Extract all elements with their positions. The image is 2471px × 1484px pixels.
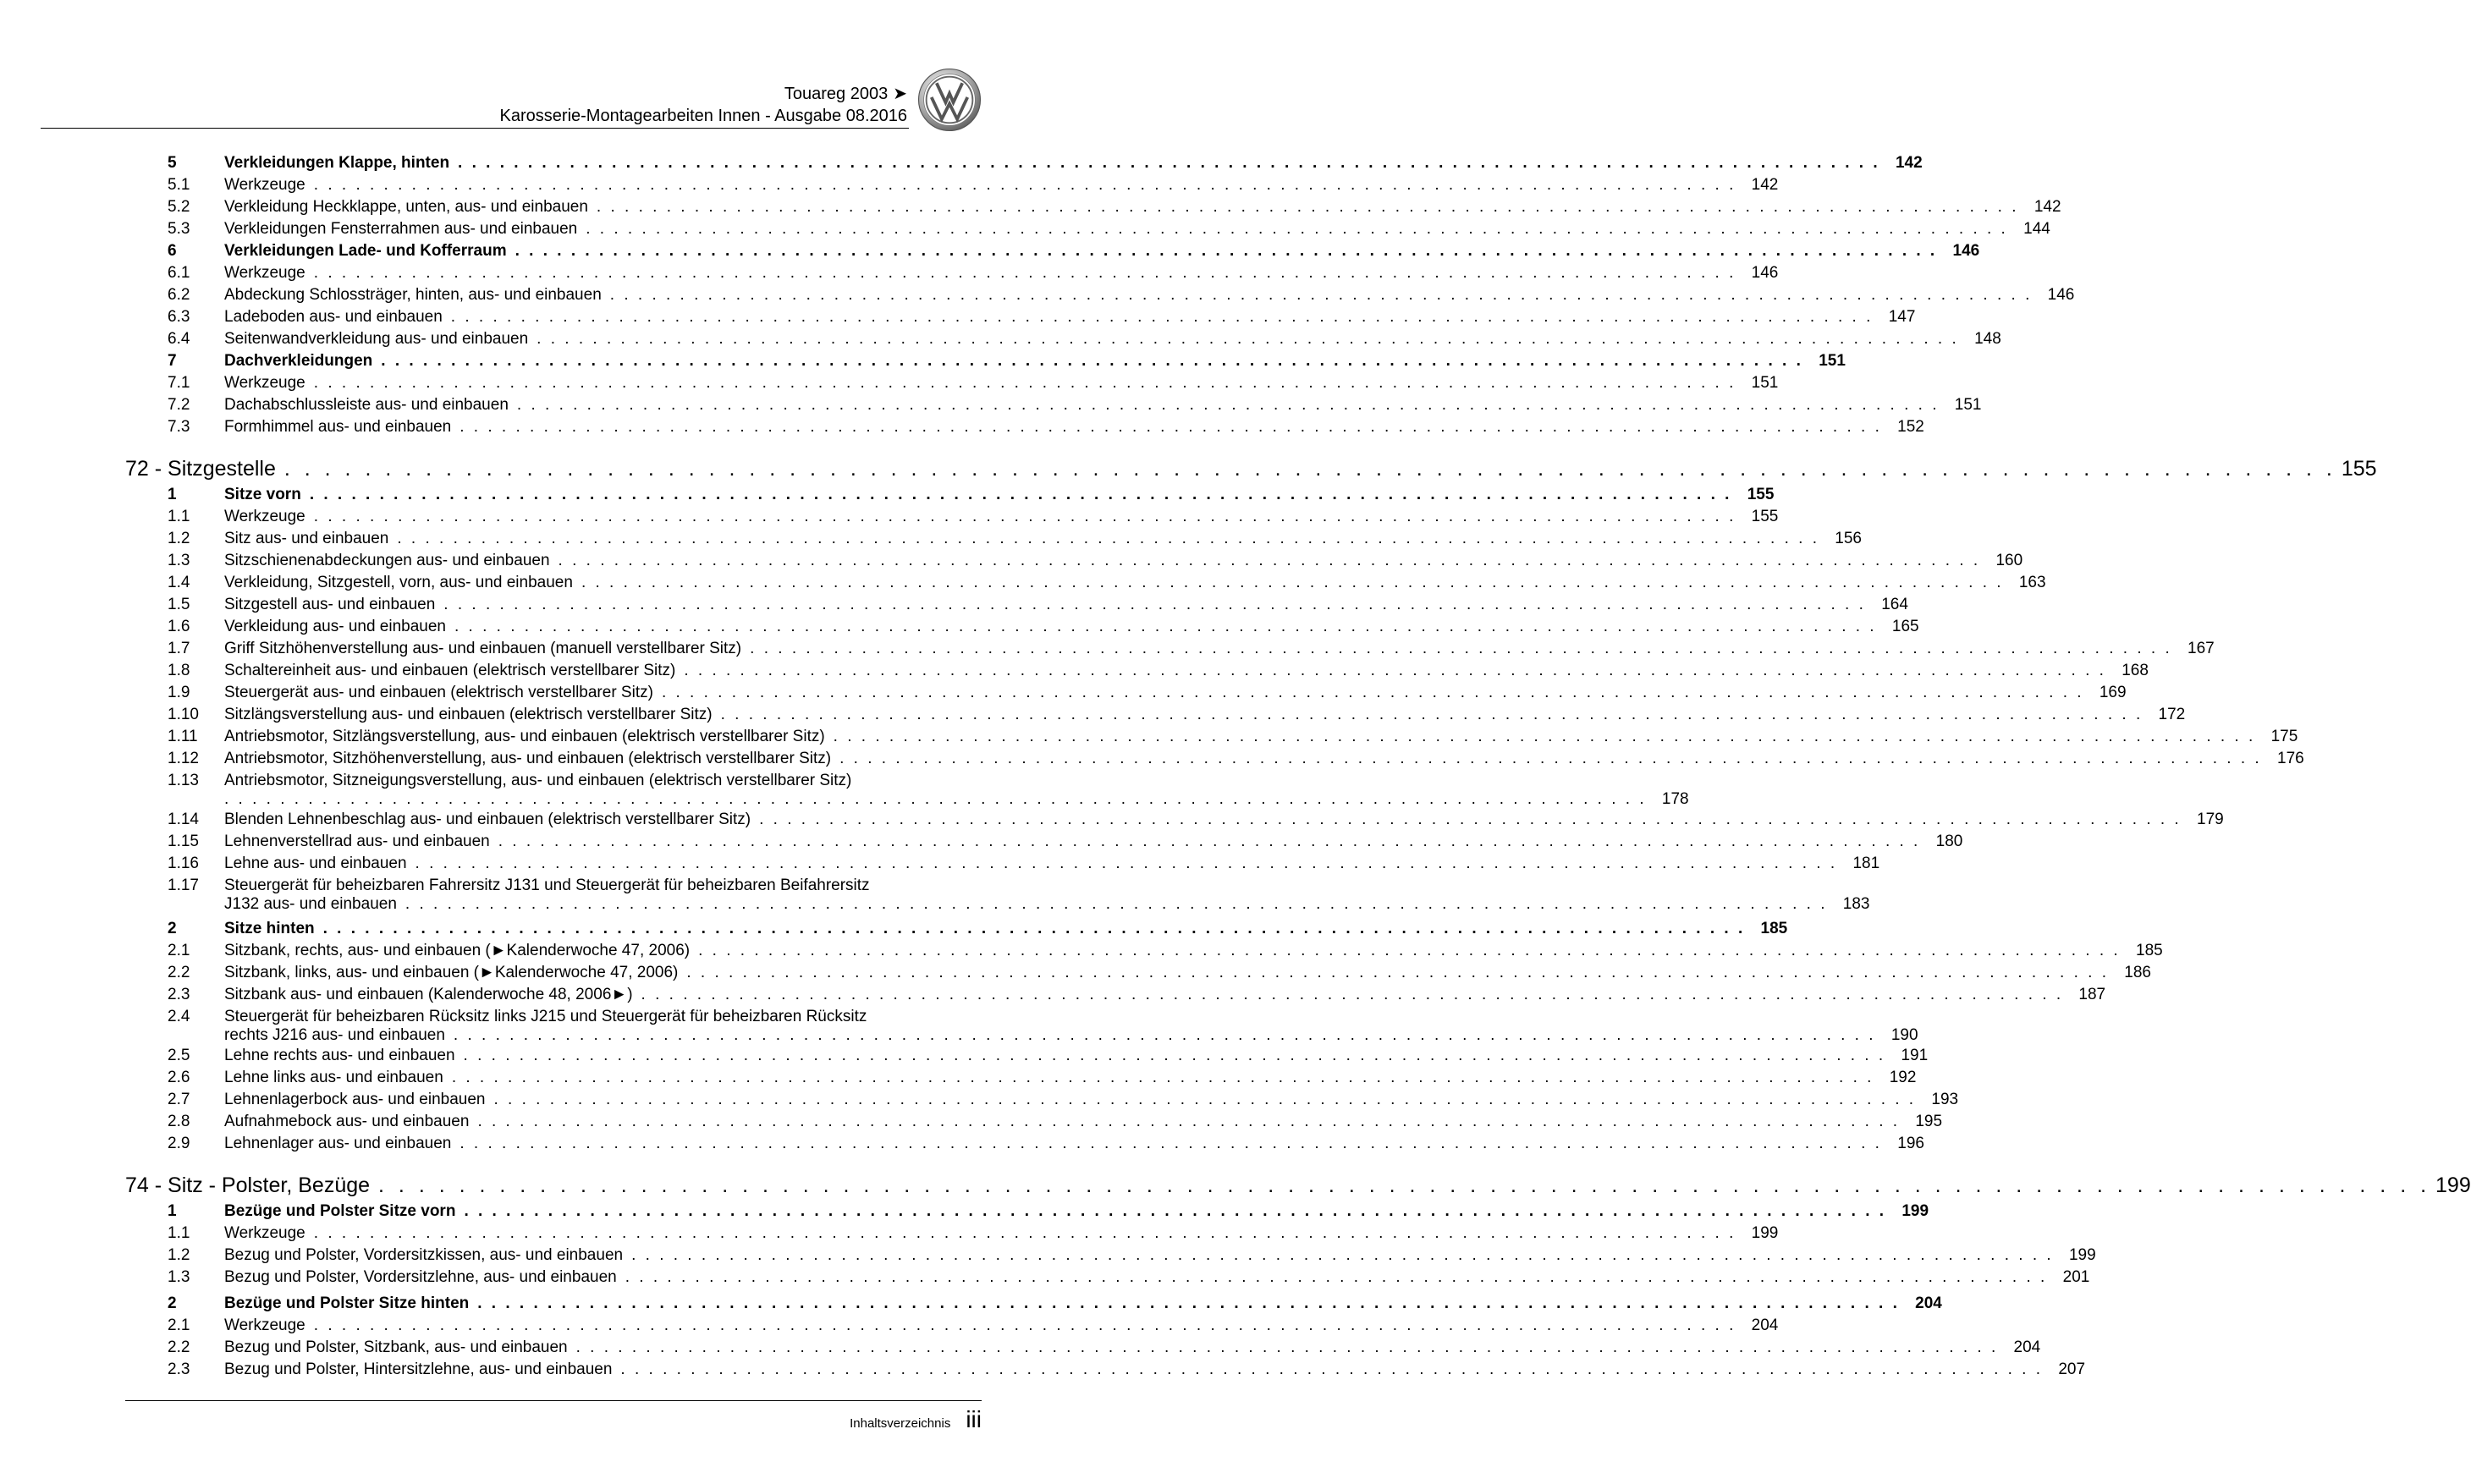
toc-group-sitzgestelle bbox=[125, 484, 2304, 1155]
leader-dots: . . . . . . . . . . . . . . . . . . . . . . . . . . . . . . . . . . . . . . . . . . . . . . . . . . . . . . . . . . . . . . . . . . . . . . . . . . . . . . . . . . . . . . . . . . . . . . . . . . . . . . bbox=[596, 198, 2019, 216]
toc-entry[interactable] bbox=[125, 416, 1924, 438]
entry-number: 2.7 bbox=[168, 1091, 190, 1108]
entry-number: 2.8 bbox=[168, 1113, 190, 1130]
entry-page: 172 bbox=[2158, 706, 2186, 723]
entry-title: Verkleidungen Klappe, hinten bbox=[224, 154, 450, 172]
toc-section[interactable] bbox=[125, 918, 1788, 940]
entry-number: 5.2 bbox=[168, 198, 190, 216]
entry-title: Sitzschienenabdeckungen aus- und einbauen bbox=[224, 552, 550, 569]
entry-number: 7.3 bbox=[168, 418, 190, 436]
leader-dots: . . . . . . . . . . . . . . . . . . . . . . . . . . . . . . . . . . . . . . . . . . . . . . . . . . . . . . . . . . . . . . . . . . . . . . . . . . . . . . . . . . . . . . . . . . . . . . . . . . . . . . bbox=[313, 374, 1736, 392]
entry-page: 151 bbox=[1751, 374, 1779, 392]
entry-page: 186 bbox=[2124, 964, 2151, 981]
toc-section[interactable] bbox=[125, 152, 1923, 174]
entry-title: Sitzbank, rechts, aus- und einbauen (►Kalenderwoche 47, 2006) bbox=[224, 942, 691, 959]
toc-entry[interactable] bbox=[125, 284, 2075, 306]
chapter-page: 155 bbox=[2341, 457, 2377, 481]
entry-number: 1.15 bbox=[168, 833, 199, 850]
entry-title: Antriebsmotor, Sitzlängsverstellung, aus- und einbauen (elektrisch verstellbarer Sitz) bbox=[224, 728, 825, 745]
leader-dots: . . . . . . . . . . . . . . . . . . . . . . . . . . . . . . . . . . . . . . . . . . . . . . . . . . . . . . . . . . . . . . . . . . . . . . . . . . . . . . . . . . . . . . . . . . . . . . . . . . . . . . bbox=[224, 790, 1647, 808]
entry-page: 156 bbox=[1835, 530, 1862, 547]
leader-dots: . . . . . . . . . . . . . . . . . . . . . . . . . . . . . . . . . . . . . . . . . . . . . . . . . . . . . . . . . . . . . . . . . . . . . . . . . . . . . . . . . . . . . . . . . . . . . . . . . . . . . . bbox=[415, 855, 1838, 872]
toc-group-polster bbox=[125, 1201, 2096, 1381]
entry-number: 2.3 bbox=[168, 986, 190, 1003]
leader-dots: . . . . . . . . . . . . . . . . . . . . . . . . . . . . . . . . . . . . . . . . . . . . . . . . . . . . . . . . . . . . . . . . . . . . . . . . . . . . . . . . . . . . . . . . . . . . . . . . . . . . . . bbox=[313, 508, 1736, 525]
entry-page: 146 bbox=[2047, 286, 2075, 304]
entry-number: 1.16 bbox=[168, 855, 199, 872]
entry-page: 142 bbox=[1895, 154, 1923, 172]
leader-dots: . . . . . . . . . . . . . . . . . . . . . . . . . . . . . . . . . . . . . . . . . . . . . . . . . . . . . . . . . . . . . . . . . . . . . . . . . . . . . . . . . . . . . . . . . . . . . . . . . . . . . . bbox=[477, 1113, 1901, 1130]
entry-page: 152 bbox=[1897, 418, 1924, 436]
toc-entry[interactable] bbox=[125, 940, 2163, 962]
toc-entry[interactable] bbox=[125, 660, 2149, 682]
entry-number: 7.2 bbox=[168, 396, 190, 414]
entry-title-cont: rechts J216 aus- und einbauen bbox=[224, 1026, 445, 1044]
entry-title: Verkleidung Heckklappe, unten, aus- und einbauen bbox=[224, 198, 588, 216]
entry-title: Bezug und Polster, Vordersitzkissen, aus- und einbauen bbox=[224, 1246, 624, 1264]
toc-entry[interactable] bbox=[125, 506, 1779, 528]
entry-title: Blenden Lehnenbeschlag aus- und einbauen (elektrisch verstellbarer Sitz) bbox=[224, 811, 751, 828]
toc-entry[interactable] bbox=[125, 1267, 2090, 1289]
leader-dots: . . . . . . . . . . . . . . . . . . . . . . . . . . . . . . . . . . . . . . . . . . . . . . . . . . . . . . . . . . . . . . . . . . . . . . . . . . . . . . . . . . . . . . . . . . . . . . . . . . . . . . bbox=[586, 220, 2008, 238]
leader-dots: . . . . . . . . . . . . . . . . . . . . . . . . . . . . . . . . . . . . . . . . . . . . . . . . . . . . . . . . . . . . . . . . . . . . . . . . . . . . . . . . . . . . . . . . . . . . . . . . . . . . . . bbox=[759, 811, 2182, 828]
entry-title: Verkleidungen Lade- und Kofferraum bbox=[224, 242, 507, 260]
entry-page: 191 bbox=[1901, 1047, 1929, 1064]
leader-dots: . . . . . . . . . . . . . . . . . . . . . . . . . . . . . . . . . . . . . . . . . . . . . . . . . . . . . . . . . . . . . . . . . . . . . . . . . . . . . . . . . . . . . . . . . . . . . . . . . . . . . . bbox=[750, 640, 2172, 657]
entry-title: Bezug und Polster, Hintersitzlehne, aus- und einbauen bbox=[224, 1360, 613, 1378]
leader-dots: . . . . . . . . . . . . . . . . . . . . . . . . . . . . . . . . . . . . . . . . . . . . . . . . . . . . . . . . . . . . . . . . . . . . . . . . . . . . . . . . . . . . . . . . . . . . . . . . . . . . . . bbox=[313, 1316, 1736, 1334]
leader-dots: . . . . . . . . . . . . . . . . . . . . . . . . . . . . . . . . . . . . . . . . . . . . . . . . . . . . . . . . . . . . . . . . . . . . . . . . . . . . . . . . . . . . . . . . . . . . . . . . . . . . . . bbox=[450, 308, 1874, 326]
leader-dots: . . . . . . . . . . . . . . . . . . . . . . . . . . . . . . . . . . . . . . . . . . . . . . . . . . . . . . . . . . . . . . . . . . . . . . . . . . . . . . . . . . . . . . . . . . . . . . . . . . . . . . bbox=[309, 486, 1732, 503]
entry-number: 1.3 bbox=[168, 552, 190, 569]
entry-page: 204 bbox=[1915, 1294, 1942, 1312]
toc-entry[interactable] bbox=[125, 196, 2061, 218]
entry-page: 199 bbox=[1901, 1202, 1929, 1220]
leader-dots: . . . . . . . . . . . . . . . . . . . . . . . . . . . . . . . . . . . . . . . . . . . . . . . . . . . . . . . . . . . . . . . . . . . . . . . . . . . . . . . . . . . . . . . . . . . . . . . . . . . . . . bbox=[641, 986, 2064, 1003]
footer-label: Inhaltsverzeichnis bbox=[850, 1416, 951, 1431]
entry-page: 155 bbox=[1747, 486, 1775, 503]
header-divider bbox=[41, 128, 909, 129]
leader-dots: . . . . . . . . . . . . . . . . . . . . . . . . . . . . . . . . . . . . . . . . . . . . . . . . . . . . . . . . . . . . . . . . . . . . . . . . . . . . . . . . . . . . . . . . . . . . . . . . . . . . . . bbox=[460, 418, 1882, 436]
entry-number: 2.2 bbox=[168, 1338, 190, 1356]
leader-dots: . . . . . . . . . . . . . . . . . . . . . . . . . . . . . . . . . . . . . . . . . . . . . . . . . . . . . . . . . . . . . . . . . . . . . . . . . . . . . . . . . . . . . . . . . . . . . . . . . . . . . . bbox=[515, 242, 1938, 260]
entry-number: 5.1 bbox=[168, 176, 190, 194]
header-model: Touareg 2003 bbox=[784, 85, 889, 103]
leader-dots: . . . . . . . . . . . . . . . . . . . . . . . . . . . . . . . . . . . . . . . . . . . . . . . . . . . . . . . . . . . . . . . . . . . . . . . . . . . . . . . . . . . . . . . . . . . . . . . . . . . . . . bbox=[575, 1338, 1999, 1356]
page-header bbox=[500, 83, 907, 127]
entry-number: 2.6 bbox=[168, 1069, 190, 1086]
entry-number: 1.4 bbox=[168, 574, 190, 591]
leader-dots: . . . . . . . . . . . . . . . . . . . . . . . . . . . . . . . . . . . . . . . . . . . . . . . . . . . . . . . . . . . . . . . . . . . . . . . . . . . . . . . . . . . . . . . . . . . . . . . . . . . . . . bbox=[625, 1268, 2048, 1286]
entry-number: 1.5 bbox=[168, 596, 190, 613]
leader-dots: . . . . . . . . . . . . . . . . . . . . . . . . . . . . . . . . . . . . . . . . . . . . . . . . . . . . . . . . . . . . . . . . . . . . . . . . . . . . . . . . . . . . . . . . . . . . . . . . . . . . . . bbox=[631, 1246, 2054, 1264]
entry-page: 181 bbox=[1852, 855, 1880, 872]
toc-entry[interactable] bbox=[125, 174, 1779, 196]
chapter-title: 74 - Sitz - Polster, Bezüge bbox=[125, 1173, 371, 1197]
entry-title: Werkzeuge bbox=[224, 176, 305, 194]
entry-title: Werkzeuge bbox=[224, 374, 305, 392]
leader-dots: . . . . . . . . . . . . . . . . . . . . . . . . . . . . . . . . . . . . . . . . . . . . . . . . . . . . . . . . . . . . . . . . . . . . . . . . . . . . . . . . . . . . . . . . . . . . . . . . . . . . . . bbox=[283, 457, 2336, 481]
leader-dots: . . . . . . . . . . . . . . . . . . . . . . . . . . . . . . . . . . . . . . . . . . . . . . . . . . . . . . . . . . . . . . . . . . . . . . . . . . . . . . . . . . . . . . . . . . . . . . . . . . . . . . bbox=[558, 552, 1981, 569]
toc-entry[interactable] bbox=[125, 572, 2046, 594]
entry-page: 207 bbox=[2058, 1360, 2086, 1378]
entry-page: 168 bbox=[2122, 662, 2149, 679]
entry-page: 199 bbox=[2068, 1246, 2096, 1264]
leader-dots: . . . . . . . . . . . . . . . . . . . . . . . . . . . . . . . . . . . . . . . . . . . . . . . . . . . . . . . . . . . . . . . . . . . . . . . . . . . . . . . . . . . . . . . . . . . . . . . . . . . . . . bbox=[833, 728, 2256, 745]
entry-number: 1.17 bbox=[168, 877, 199, 894]
toc-entry[interactable] bbox=[125, 726, 2298, 748]
entry-number: 1.10 bbox=[168, 706, 199, 723]
toc-section[interactable] bbox=[125, 350, 1846, 372]
toc-entry[interactable] bbox=[125, 638, 2215, 660]
entry-page: 155 bbox=[1751, 508, 1779, 525]
toc-entry[interactable] bbox=[125, 1089, 1959, 1111]
entry-number: 6 bbox=[168, 242, 177, 260]
entry-page: 142 bbox=[1751, 176, 1779, 194]
toc-entry[interactable] bbox=[125, 853, 1880, 875]
entry-number: 7.1 bbox=[168, 374, 190, 392]
entry-page: 199 bbox=[1751, 1224, 1779, 1242]
leader-dots: . . . . . . . . . . . . . . . . . . . . . . . . . . . . . . . . . . . . . . . . . . . . . . . . . . . . . . . . . . . . . . . . . . . . . . . . . . . . . . . . . . . . . . . . . . . . . . . . . . . . . . bbox=[463, 1047, 1886, 1064]
leader-dots: . . . . . . . . . . . . . . . . . . . . . . . . . . . . . . . . . . . . . . . . . . . . . . . . . . . . . . . . . . . . . . . . . . . . . . . . . . . . . . . . . . . . . . . . . . . . . . . . . . . . . . bbox=[698, 942, 2121, 959]
entry-title: Lehnenlagerbock aus- und einbauen bbox=[224, 1091, 486, 1108]
leader-dots: . . . . . . . . . . . . . . . . . . . . . . . . . . . . . . . . . . . . . . . . . . . . . . . . . . . . . . . . . . . . . . . . . . . . . . . . . . . . . . . . . . . . . . . . . . . . . . . . . . . . . . bbox=[313, 264, 1736, 282]
entry-title: Verkleidungen Fensterrahmen aus- und einbauen bbox=[224, 220, 578, 238]
toc-entry[interactable] bbox=[125, 984, 2106, 1006]
leader-dots: . . . . . . . . . . . . . . . . . . . . . . . . . . . . . . . . . . . . . . . . . . . . . . . . . . . . . . . . . . . . . . . . . . . . . . . . . . . . . . . . . . . . . . . . . . . . . . . . . . . . . . bbox=[451, 1069, 1874, 1086]
toc-group-verkleidungen bbox=[125, 152, 2075, 438]
toc-entry[interactable] bbox=[125, 770, 1689, 809]
entry-number: 1.8 bbox=[168, 662, 190, 679]
entry-title: Dachverkleidungen bbox=[224, 352, 373, 370]
entry-title: Verkleidung aus- und einbauen bbox=[224, 618, 446, 635]
toc-entry[interactable] bbox=[125, 1045, 1929, 1067]
entry-title: Lehnenlager aus- und einbauen bbox=[224, 1135, 452, 1152]
entry-page: 193 bbox=[1931, 1091, 1959, 1108]
entry-number: 1 bbox=[168, 1202, 177, 1220]
table-of-contents bbox=[125, 152, 2471, 1381]
entry-number: 2.9 bbox=[168, 1135, 190, 1152]
leader-dots: . . . . . . . . . . . . . . . . . . . . . . . . . . . . . . . . . . . . . . . . . . . . . . . . . . . . . . . . . . . . . . . . . . . . . . . . . . . . . . . . . . . . . . . . . . . . . . . . . . . . . . bbox=[313, 176, 1736, 194]
entry-page: 180 bbox=[1935, 833, 1963, 850]
toc-entry[interactable] bbox=[125, 306, 1916, 328]
leader-dots: . . . . . . . . . . . . . . . . . . . . . . . . . . . . . . . . . . . . . . . . . . . . . . . . . . . . . . . . . . . . . . . . . . . . . . . . . . . . . . . . . . . . . . . . . . . . . . . . . . . . . . bbox=[322, 920, 1746, 937]
toc-entry[interactable] bbox=[125, 1245, 2096, 1267]
entry-page: 192 bbox=[1889, 1069, 1917, 1086]
entry-title: Formhimmel aus- und einbauen bbox=[224, 418, 452, 436]
entry-page: 147 bbox=[1888, 308, 1916, 326]
entry-number: 1.2 bbox=[168, 530, 190, 547]
entry-title: Sitzgestell aus- und einbauen bbox=[224, 596, 436, 613]
toc-chapter-74[interactable] bbox=[125, 1173, 2471, 1198]
toc-entry[interactable] bbox=[125, 831, 1963, 853]
toc-entry[interactable] bbox=[125, 1315, 1779, 1337]
toc-entry[interactable] bbox=[125, 1133, 1924, 1155]
toc-entry[interactable] bbox=[125, 748, 2304, 770]
header-model-line bbox=[500, 83, 907, 105]
entry-title: Sitzlängsverstellung aus- und einbauen (elektrisch verstellbarer Sitz) bbox=[224, 706, 713, 723]
entry-page: 185 bbox=[2136, 942, 2163, 959]
leader-dots: . . . . . . . . . . . . . . . . . . . . . . . . . . . . . . . . . . . . . . . . . . . . . . . . . . . . . . . . . . . . . . . . . . . . . . . . . . . . . . . . . . . . . . . . . . . . . . . . . . . . . . bbox=[477, 1294, 1900, 1312]
entry-number: 1.14 bbox=[168, 811, 199, 828]
entry-page: 204 bbox=[1751, 1316, 1779, 1334]
toc-chapter-72[interactable] bbox=[125, 456, 2377, 481]
toc-entry[interactable] bbox=[125, 372, 1779, 394]
entry-body bbox=[224, 770, 1689, 809]
entry-number: 1.7 bbox=[168, 640, 190, 657]
entry-page: 146 bbox=[1751, 264, 1779, 282]
entry-title: Steuergerät aus- und einbauen (elektrisch verstellbarer Sitz) bbox=[224, 684, 653, 701]
leader-dots: . . . . . . . . . . . . . . . . . . . . . . . . . . . . . . . . . . . . . . . . . . . . . . . . . . . . . . . . . . . . . . . . . . . . . . . . . . . . . . . . . . . . . . . . . . . . . . . . . . . . . . bbox=[581, 574, 2004, 591]
toc-entry[interactable] bbox=[125, 328, 2001, 350]
entry-body bbox=[224, 1006, 1918, 1045]
entry-number: 6.1 bbox=[168, 264, 190, 282]
entry-page: 176 bbox=[2277, 750, 2304, 767]
entry-number: 2.5 bbox=[168, 1047, 190, 1064]
toc-entry[interactable] bbox=[125, 262, 1779, 284]
entry-body bbox=[224, 875, 1870, 914]
leader-dots: . . . . . . . . . . . . . . . . . . . . . . . . . . . . . . . . . . . . . . . . . . . . . . . . . . . . . . . . . . . . . . . . . . . . . . . . . . . . . . . . . . . . . . . . . . . . . . . . . . . . . . bbox=[454, 618, 1877, 635]
entry-number: 1.9 bbox=[168, 684, 190, 701]
leader-dots: . . . . . . . . . . . . . . . . . . . . . . . . . . . . . . . . . . . . . . . . . . . . . . . . . . . . . . . . . . . . . . . . . . . . . . . . . . . . . . . . . . . . . . . . . . . . . . . . . . . . . . bbox=[453, 1026, 1876, 1044]
entry-page: 160 bbox=[1995, 552, 2023, 569]
entry-title: Seitenwandverkleidung aus- und einbauen bbox=[224, 330, 529, 348]
entry-number: 6.2 bbox=[168, 286, 190, 304]
entry-title: Werkzeuge bbox=[224, 1224, 305, 1242]
entry-number: 1.2 bbox=[168, 1246, 190, 1264]
entry-number: 5 bbox=[168, 154, 177, 172]
footer-page-number: iii bbox=[966, 1406, 982, 1432]
entry-title: Sitz aus- und einbauen bbox=[224, 530, 389, 547]
entry-number: 1.12 bbox=[168, 750, 199, 767]
toc-section[interactable] bbox=[125, 484, 1775, 506]
entry-number: 1 bbox=[168, 486, 177, 503]
entry-number: 1.1 bbox=[168, 508, 190, 525]
entry-page: 175 bbox=[2270, 728, 2298, 745]
leader-dots: . . . . . . . . . . . . . . . . . . . . . . . . . . . . . . . . . . . . . . . . . . . . . . . . . . . . . . . . . . . . . . . . . . . . . . . . . . . . . . . . . . . . . . . . . . . . . . . . . . . . . . bbox=[378, 1173, 2431, 1197]
entry-number: 1.13 bbox=[168, 772, 199, 789]
entry-line-2 bbox=[224, 1026, 1918, 1045]
toc-entry[interactable] bbox=[125, 875, 1870, 914]
leader-dots: . . . . . . . . . . . . . . . . . . . . . . . . . . . . . . . . . . . . . . . . . . . . . . . . . . . . . . . . . . . . . . . . . . . . . . . . . . . . . . . . . . . . . . . . . . . . . . . . . . . . . . bbox=[460, 1135, 1882, 1152]
toc-entry[interactable] bbox=[125, 962, 2151, 984]
toc-entry[interactable] bbox=[125, 1067, 1917, 1089]
entry-title: Lehnenverstellrad aus- und einbauen bbox=[224, 833, 490, 850]
entry-title: Lehne rechts aus- und einbauen bbox=[224, 1047, 455, 1064]
entry-page: 142 bbox=[2033, 198, 2061, 216]
entry-number: 1.11 bbox=[168, 728, 198, 745]
leader-dots: . . . . . . . . . . . . . . . . . . . . . . . . . . . . . . . . . . . . . . . . . . . . . . . . . . . . . . . . . . . . . . . . . . . . . . . . . . . . . . . . . . . . . . . . . . . . . . . . . . . . . . bbox=[458, 154, 1880, 172]
entry-page: 163 bbox=[2018, 574, 2046, 591]
entry-title: Dachabschlussleiste aus- und einbauen bbox=[224, 396, 509, 414]
leader-dots: . . . . . . . . . . . . . . . . . . . . . . . . . . . . . . . . . . . . . . . . . . . . . . . . . . . . . . . . . . . . . . . . . . . . . . . . . . . . . . . . . . . . . . . . . . . . . . . . . . . . . . bbox=[537, 330, 1959, 348]
entry-page: 201 bbox=[2062, 1268, 2090, 1286]
entry-page: 164 bbox=[1881, 596, 1908, 613]
leader-dots: . . . . . . . . . . . . . . . . . . . . . . . . . . . . . . . . . . . . . . . . . . . . . . . . . . . . . . . . . . . . . . . . . . . . . . . . . . . . . . . . . . . . . . . . . . . . . . . . . . . . . . bbox=[498, 833, 1921, 850]
toc-entry[interactable] bbox=[125, 1337, 2041, 1359]
entry-title: Sitze vorn bbox=[224, 486, 301, 503]
toc-entry[interactable] bbox=[125, 528, 1862, 550]
entry-title: Antriebsmotor, Sitzneigungsverstellung, aus- und einbauen (elektrisch verstellbarer Sitz) bbox=[224, 772, 852, 789]
entry-number: 1.6 bbox=[168, 618, 190, 635]
entry-number: 5.3 bbox=[168, 220, 190, 238]
entry-page: 190 bbox=[1890, 1026, 1918, 1044]
entry-page: 151 bbox=[1954, 396, 1982, 414]
toc-entry[interactable] bbox=[125, 550, 2023, 572]
entry-number: 6.4 bbox=[168, 330, 190, 348]
entry-number: 1.1 bbox=[168, 1224, 190, 1242]
entry-title-cont: J132 aus- und einbauen bbox=[224, 895, 397, 913]
entry-title: Steuergerät für beheizbaren Fahrersitz J131 und Steuergerät für beheizbaren Beifahrersitz bbox=[224, 877, 870, 894]
entry-page: 185 bbox=[1760, 920, 1788, 937]
entry-title: Verkleidung, Sitzgestell, vorn, aus- und einbauen bbox=[224, 574, 573, 591]
entry-title: Werkzeuge bbox=[224, 264, 305, 282]
leader-dots: . . . . . . . . . . . . . . . . . . . . . . . . . . . . . . . . . . . . . . . . . . . . . . . . . . . . . . . . . . . . . . . . . . . . . . . . . . . . . . . . . . . . . . . . . . . . . . . . . . . . . . bbox=[609, 286, 2033, 304]
toc-entry[interactable] bbox=[125, 218, 2050, 240]
entry-page: 148 bbox=[1974, 330, 2001, 348]
chapter-page: 199 bbox=[2435, 1173, 2471, 1197]
entry-page: 183 bbox=[1842, 895, 1870, 913]
leader-dots: . . . . . . . . . . . . . . . . . . . . . . . . . . . . . . . . . . . . . . . . . . . . . . . . . . . . . . . . . . . . . . . . . . . . . . . . . . . . . . . . . . . . . . . . . . . . . . . . . . . . . . bbox=[839, 750, 2262, 767]
entry-title: Sitze hinten bbox=[224, 920, 315, 937]
leader-dots: . . . . . . . . . . . . . . . . . . . . . . . . . . . . . . . . . . . . . . . . . . . . . . . . . . . . . . . . . . . . . . . . . . . . . . . . . . . . . . . . . . . . . . . . . . . . . . . . . . . . . . bbox=[464, 1202, 1887, 1220]
entry-title: Werkzeuge bbox=[224, 508, 305, 525]
entry-title: Antriebsmotor, Sitzhöhenverstellung, aus- und einbauen (elektrisch verstellbarer Sitz) bbox=[224, 750, 832, 767]
entry-page: 167 bbox=[2188, 640, 2215, 657]
entry-title: Schaltereinheit aus- und einbauen (elektrisch verstellbarer Sitz) bbox=[224, 662, 676, 679]
entry-title: Ladeboden aus- und einbauen bbox=[224, 308, 443, 326]
entry-title: Lehne links aus- und einbauen bbox=[224, 1069, 443, 1086]
entry-title: Bezug und Polster, Vordersitzlehne, aus- und einbauen bbox=[224, 1268, 617, 1286]
toc-entry[interactable] bbox=[125, 1111, 1943, 1133]
entry-line-2 bbox=[224, 790, 1689, 809]
toc-entry[interactable] bbox=[125, 1006, 1918, 1045]
entry-title: Werkzeuge bbox=[224, 1316, 305, 1334]
entry-number: 2.1 bbox=[168, 1316, 190, 1334]
toc-entry[interactable] bbox=[125, 1223, 1779, 1245]
entry-page: 144 bbox=[2023, 220, 2050, 238]
entry-number: 2.3 bbox=[168, 1360, 190, 1378]
toc-section[interactable] bbox=[125, 1201, 1929, 1223]
toc-section[interactable] bbox=[125, 240, 1980, 262]
leader-dots: . . . . . . . . . . . . . . . . . . . . . . . . . . . . . . . . . . . . . . . . . . . . . . . . . . . . . . . . . . . . . . . . . . . . . . . . . . . . . . . . . . . . . . . . . . . . . . . . . . . . . . bbox=[516, 396, 1940, 414]
entry-number: 1.3 bbox=[168, 1268, 190, 1286]
vw-logo-icon bbox=[917, 68, 982, 132]
leader-dots: . . . . . . . . . . . . . . . . . . . . . . . . . . . . . . . . . . . . . . . . . . . . . . . . . . . . . . . . . . . . . . . . . . . . . . . . . . . . . . . . . . . . . . . . . . . . . . . . . . . . . . bbox=[661, 684, 2084, 701]
entry-page: 146 bbox=[1952, 242, 1980, 260]
toc-entry[interactable] bbox=[125, 809, 2224, 831]
entry-page: 195 bbox=[1915, 1113, 1943, 1130]
page-footer bbox=[850, 1406, 982, 1433]
entry-page: 169 bbox=[2099, 684, 2127, 701]
leader-dots: . . . . . . . . . . . . . . . . . . . . . . . . . . . . . . . . . . . . . . . . . . . . . . . . . . . . . . . . . . . . . . . . . . . . . . . . . . . . . . . . . . . . . . . . . . . . . . . . . . . . . . bbox=[313, 1224, 1736, 1242]
entry-title: Aufnahmebock aus- und einbauen bbox=[224, 1113, 470, 1130]
entry-page: 151 bbox=[1819, 352, 1846, 370]
entry-page: 178 bbox=[1661, 790, 1689, 808]
entry-title: Bezüge und Polster Sitze vorn bbox=[224, 1202, 456, 1220]
entry-number: 2.2 bbox=[168, 964, 190, 981]
entry-page: 196 bbox=[1897, 1135, 1924, 1152]
entry-title: Sitzbank, links, aus- und einbauen (►Kalenderwoche 47, 2006) bbox=[224, 964, 679, 981]
toc-entry[interactable] bbox=[125, 682, 2127, 704]
entry-title: Steuergerät für beheizbaren Rücksitz links J215 und Steuergerät für beheizbaren Rücksitz bbox=[224, 1008, 867, 1025]
toc-entry[interactable] bbox=[125, 704, 2186, 726]
leader-dots: . . . . . . . . . . . . . . . . . . . . . . . . . . . . . . . . . . . . . . . . . . . . . . . . . . . . . . . . . . . . . . . . . . . . . . . . . . . . . . . . . . . . . . . . . . . . . . . . . . . . . . bbox=[443, 596, 1866, 613]
entry-line-2 bbox=[224, 895, 1870, 914]
leader-dots: . . . . . . . . . . . . . . . . . . . . . . . . . . . . . . . . . . . . . . . . . . . . . . . . . . . . . . . . . . . . . . . . . . . . . . . . . . . . . . . . . . . . . . . . . . . . . . . . . . . . . . bbox=[684, 662, 2106, 679]
footer-divider bbox=[125, 1400, 982, 1401]
entry-number: 2.1 bbox=[168, 942, 190, 959]
entry-title: Bezüge und Polster Sitze hinten bbox=[224, 1294, 470, 1312]
entry-page: 179 bbox=[2197, 811, 2224, 828]
entry-title: Abdeckung Schlossträger, hinten, aus- und einbauen bbox=[224, 286, 602, 304]
toc-section[interactable] bbox=[125, 1293, 1942, 1315]
arrow-right-icon: ➤ bbox=[893, 85, 907, 103]
entry-page: 204 bbox=[2013, 1338, 2041, 1356]
entry-title: Griff Sitzhöhenverstellung aus- und einbauen (manuell verstellbarer Sitz) bbox=[224, 640, 742, 657]
entry-title: Bezug und Polster, Sitzbank, aus- und einbauen bbox=[224, 1338, 568, 1356]
entry-number: 7 bbox=[168, 352, 177, 370]
leader-dots: . . . . . . . . . . . . . . . . . . . . . . . . . . . . . . . . . . . . . . . . . . . . . . . . . . . . . . . . . . . . . . . . . . . . . . . . . . . . . . . . . . . . . . . . . . . . . . . . . . . . . . bbox=[620, 1360, 2044, 1378]
leader-dots: . . . . . . . . . . . . . . . . . . . . . . . . . . . . . . . . . . . . . . . . . . . . . . . . . . . . . . . . . . . . . . . . . . . . . . . . . . . . . . . . . . . . . . . . . . . . . . . . . . . . . . bbox=[493, 1091, 1917, 1108]
chapter-title: 72 - Sitzgestelle bbox=[125, 457, 276, 481]
leader-dots: . . . . . . . . . . . . . . . . . . . . . . . . . . . . . . . . . . . . . . . . . . . . . . . . . . . . . . . . . . . . . . . . . . . . . . . . . . . . . . . . . . . . . . . . . . . . . . . . . . . . . . bbox=[381, 352, 1803, 370]
leader-dots: . . . . . . . . . . . . . . . . . . . . . . . . . . . . . . . . . . . . . . . . . . . . . . . . . . . . . . . . . . . . . . . . . . . . . . . . . . . . . . . . . . . . . . . . . . . . . . . . . . . . . . bbox=[397, 530, 1819, 547]
toc-entry[interactable] bbox=[125, 1359, 2086, 1381]
entry-number: 6.3 bbox=[168, 308, 190, 326]
leader-dots: . . . . . . . . . . . . . . . . . . . . . . . . . . . . . . . . . . . . . . . . . . . . . . . . . . . . . . . . . . . . . . . . . . . . . . . . . . . . . . . . . . . . . . . . . . . . . . . . . . . . . . bbox=[686, 964, 2109, 981]
entry-number: 2.4 bbox=[168, 1008, 190, 1025]
entry-title: Sitzbank aus- und einbauen (Kalenderwoche 48, 2006►) bbox=[224, 986, 633, 1003]
entry-page: 165 bbox=[1891, 618, 1919, 635]
entry-page: 187 bbox=[2078, 986, 2106, 1003]
toc-entry[interactable] bbox=[125, 616, 1919, 638]
header-subtitle: Karosserie-Montagearbeiten Innen - Ausgabe 08.2016 bbox=[499, 107, 907, 125]
toc-entry[interactable] bbox=[125, 394, 1982, 416]
leader-dots: . . . . . . . . . . . . . . . . . . . . . . . . . . . . . . . . . . . . . . . . . . . . . . . . . . . . . . . . . . . . . . . . . . . . . . . . . . . . . . . . . . . . . . . . . . . . . . . . . . . . . . bbox=[720, 706, 2144, 723]
toc-entry[interactable] bbox=[125, 594, 1908, 616]
leader-dots: . . . . . . . . . . . . . . . . . . . . . . . . . . . . . . . . . . . . . . . . . . . . . . . . . . . . . . . . . . . . . . . . . . . . . . . . . . . . . . . . . . . . . . . . . . . . . . . . . . . . . . bbox=[404, 895, 1828, 913]
entry-title: Lehne aus- und einbauen bbox=[224, 855, 407, 872]
entry-number: 2 bbox=[168, 920, 177, 937]
entry-number: 2 bbox=[168, 1294, 177, 1312]
